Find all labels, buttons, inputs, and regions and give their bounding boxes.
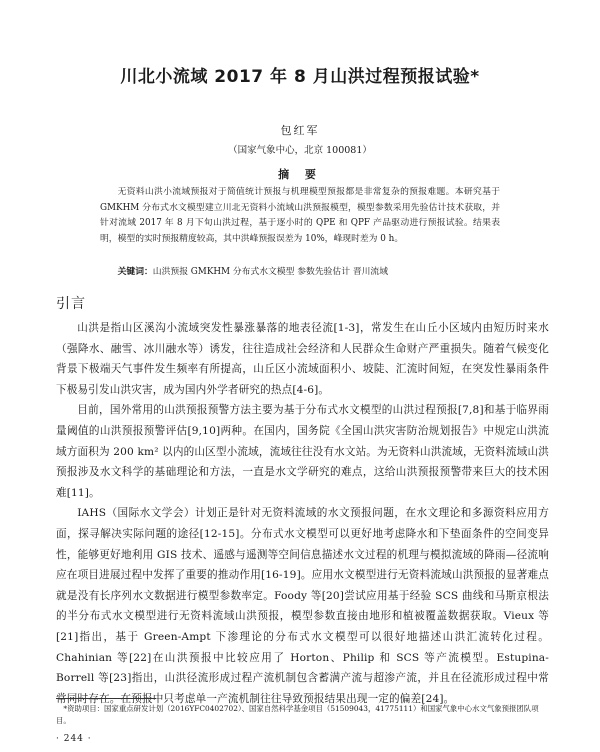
section-heading-introduction: 引言: [56, 296, 86, 312]
body-text: [56, 318, 549, 709]
footnote-divider: [56, 698, 156, 699]
body-paragraph: IAHS（国际水文学会）计划正是针对无资料流域的水文预报问题，在水文理论和多源资料应用方面，探寻解决实际问题的途径[12-15]。分布式水文模型可以更好地考虑降水和下垫面条件的空间变异性，能够更好地利用 GIS 技术、遥感与遥测等空间信息描述水文过程的机理与模拟流域的降雨—径流响应在项目进展过程中发挥了重要的推动作用[16-19]。应用水文模型进行无资料流域山洪预报的显著难点就是没有长序列水文数据进行模型参数率定。Foody 等[20]尝试应用基于经验 SCS 曲线和马斯京根法的半分布式水文模型进行无资料流域山洪预报，模型参数直接由地形和植被覆盖数据获取。Vieux 等[21]指出，基于 Green-Ampt 下渗理论的分布式水文模型可以很好地描述山洪汇流转化过程。Chahinian 等[22]在山洪预报中比较应用了 Horton、Philip 和 SCS 等产流模型。Estupina-Borrell 等[23]指出，山洪径流形成过程产流机制包含蓄满产流与超渗产流，并且在径流形成过程中常常同时存在。在预报中只考虑单一产流机制往往导致预报结果出现一定的偏差[24]。: [56, 507, 549, 705]
keywords-line: [100, 265, 500, 280]
abstract-text: 无资料山洪小流域预报对于简值统计预报与机理模型预报都是非常复杂的预报难题。本研究基于 GMKHM 分布式水文模型建立川北无资料小流域山洪预报模型，模型参数采用先验估计技术获取，并针对流域 2017 年 8 月下旬山洪过程，基于逐小时的 QPE 和 QPF 产品驱动进行预报试验。结果表明，模型的实时预报精度较高，其中洪峰预报误差为 10%，峰现时差为 0 h。: [100, 187, 500, 244]
page-number: · 244 ·: [56, 734, 92, 744]
author-name: 包红军: [280, 124, 320, 137]
body-paragraph: 山洪是指山区溪沟小流域突发性暴涨暴落的地表径流[1-3]，常发生在山丘小区域内由短历时来水（强降水、融雪、冰川融水等）诱发，往往造成社会经济和人民群众生命财产严重损失。随着气候变化背景下极端天气事件发生频率有所提高，山丘区小流域面积小、坡陡、汇流时间短，在突发性暴雨条件下极易引发山洪灾害，成为国内外学者研究的热点[4-6]。: [56, 322, 549, 396]
keywords-label: 关键词：: [117, 267, 153, 277]
abstract-heading: 摘 要: [278, 168, 322, 181]
author-affiliation: （国家气象中心，北京 100081）: [228, 145, 372, 156]
funding-footnote: *资助项目：国家重点研发计划（2016YFC0402702）、国家自然科学基金项目（51509043，41775111）和国家气象中心水文气象预报团队项目。: [56, 704, 539, 725]
keywords-text: 山洪预报 GMKHM 分布式水文模型 参数先验估计 晋川流域: [152, 267, 389, 277]
paper-title: 川北小流域 2017 年 8 月山洪过程预报试验*: [120, 67, 480, 87]
body-paragraph: 目前，国外常用的山洪预报预警方法主要为基于分布式水文模型的山洪过程预报[7,8]和基于临界雨量阈值的山洪预报预警评估[9,10]两种。在国内，国务院《全国山洪灾害防治规划报告》中规定山洪流域方面积为 200 km² 以内的山区型小流域，流域往往没有水文站。为无资料山洪流域，无资料流域山洪预报涉及水文科学的基础理论和方法，一直是水文学研究的难点，这给山洪预报预警带来巨大的技术困难[11]。: [56, 404, 549, 499]
